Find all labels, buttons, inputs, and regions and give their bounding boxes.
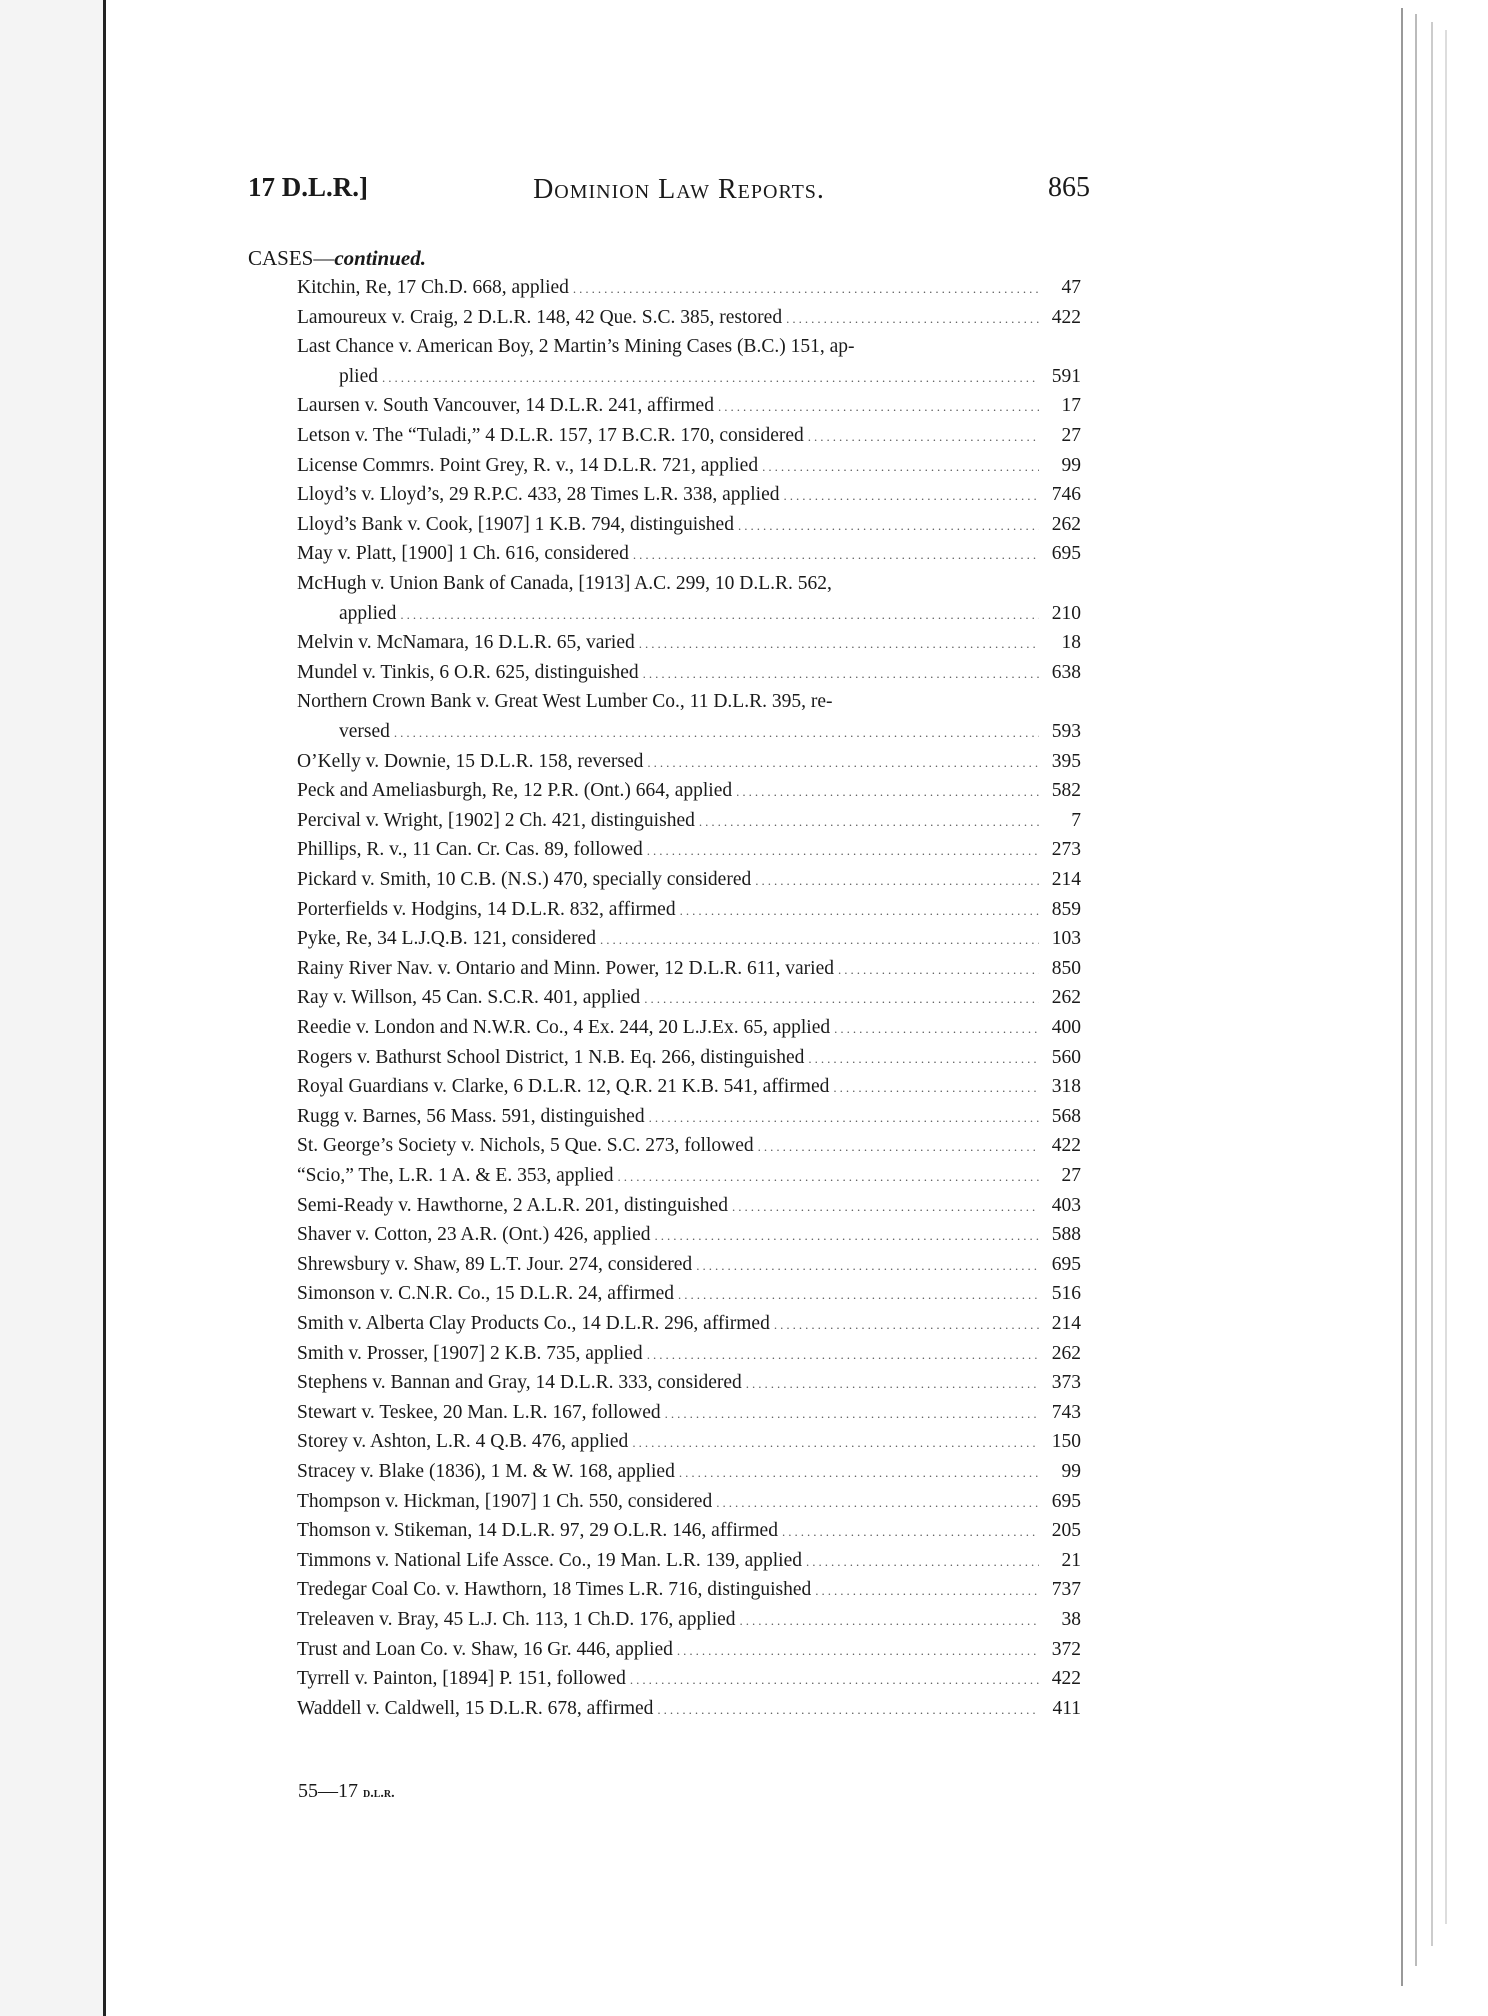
leader-dots — [699, 807, 1039, 837]
case-entry — [297, 1605, 1081, 1635]
leader-dots — [665, 1399, 1039, 1429]
case-page-number: 422 — [1051, 306, 1081, 328]
case-citation: Smith v. Alberta Clay Products Co., 14 D.L.R. 296, affirmed — [297, 1313, 770, 1334]
case-page-number: 38 — [1061, 1609, 1081, 1630]
case-page-number: 588 — [1051, 1224, 1081, 1246]
section-continued-label: continued. — [334, 246, 426, 270]
case-citation: License Commrs. Point Grey, R. v., 14 D.L.R. 721, applied — [297, 454, 759, 476]
case-line — [297, 303, 1081, 333]
case-citation: versed — [339, 720, 390, 742]
case-entry — [297, 1072, 1081, 1102]
case-line — [297, 451, 1081, 481]
case-citation: plied — [339, 365, 378, 387]
leader-dots — [677, 1636, 1039, 1666]
leader-dots — [655, 1221, 1040, 1251]
case-citation: Last Chance v. American Boy, 2 Martin’s Mining Cases (B.C.) 151, ap- — [297, 336, 855, 358]
case-citation: Rugg v. Barnes, 56 Mass. 591, distinguished — [297, 1105, 645, 1127]
publication-title: Dominion Law Reports. — [533, 174, 825, 205]
leader-dots — [639, 629, 1039, 659]
leader-dots — [808, 422, 1039, 452]
case-citation: Stracey v. Blake (1836), 1 M. & W. 168, applied — [297, 1461, 675, 1482]
case-entry — [297, 421, 1081, 451]
leader-dots — [755, 866, 1039, 896]
leader-dots — [732, 1192, 1039, 1222]
case-line — [297, 569, 1081, 599]
leader-dots — [758, 1132, 1039, 1162]
leader-dots — [833, 1073, 1039, 1103]
case-page-number: 262 — [1051, 1342, 1081, 1364]
leader-dots — [630, 1665, 1039, 1695]
leader-dots — [633, 540, 1039, 570]
leader-dots — [647, 836, 1039, 866]
leader-dots — [834, 1014, 1039, 1044]
case-line — [297, 510, 1081, 540]
case-citation: “Scio,” The, L.R. 1 A. & E. 353, applied — [297, 1165, 614, 1186]
case-line — [297, 1457, 1081, 1487]
case-citation: St. George’s Society v. Nichols, 5 Que. S.C. 273, followed — [297, 1135, 754, 1157]
section-heading — [248, 246, 426, 271]
case-citation: Peck and Ameliasburgh, Re, 12 P.R. (Ont.) 664, applied — [297, 780, 733, 802]
case-line — [297, 1161, 1081, 1191]
case-line — [297, 1605, 1081, 1635]
case-line — [297, 658, 1081, 688]
case-line — [297, 1072, 1081, 1102]
case-citation: Lamoureux v. Craig, 2 D.L.R. 148, 42 Que. S.C. 385, restored — [297, 306, 783, 328]
case-page-number: 99 — [1061, 1461, 1081, 1482]
case-page-number: 746 — [1051, 484, 1081, 506]
case-entry — [297, 924, 1081, 954]
case-continuation-line — [297, 717, 1081, 747]
case-line — [297, 1546, 1081, 1576]
case-line — [297, 776, 1081, 806]
case-entry — [297, 776, 1081, 806]
case-line — [297, 1191, 1081, 1221]
case-entry — [297, 658, 1081, 688]
case-entry — [297, 1102, 1081, 1132]
leader-dots — [718, 392, 1039, 422]
case-page-number: 695 — [1051, 1490, 1081, 1512]
case-entry — [297, 628, 1081, 658]
leader-dots — [696, 1251, 1039, 1281]
case-page-number: 205 — [1051, 1520, 1081, 1542]
case-page-number: 262 — [1051, 987, 1081, 1009]
leader-dots — [680, 896, 1039, 926]
case-page-number: 17 — [1061, 395, 1081, 417]
case-page-number: 373 — [1051, 1372, 1081, 1394]
case-citation: Simonson v. C.N.R. Co., 15 D.L.R. 24, affirmed — [297, 1283, 675, 1305]
leader-dots — [657, 1695, 1039, 1725]
leader-dots — [679, 1458, 1039, 1488]
case-entry — [297, 687, 1081, 746]
case-line — [297, 865, 1081, 895]
case-line — [297, 1339, 1081, 1369]
case-entry — [297, 1368, 1081, 1398]
case-line — [297, 1575, 1081, 1605]
signature-number: 55—17 — [298, 1780, 358, 1802]
case-entry — [297, 1309, 1081, 1339]
page-edge-line — [1431, 22, 1433, 1946]
leader-dots — [643, 659, 1039, 689]
page-number: 865 — [1048, 172, 1090, 203]
case-entry — [297, 1635, 1081, 1665]
case-citation: Reedie v. London and N.W.R. Co., 4 Ex. 244, 20 L.J.Ex. 65, applied — [297, 1017, 831, 1038]
leader-dots — [573, 274, 1039, 304]
case-entry — [297, 480, 1081, 510]
case-entry — [297, 835, 1081, 865]
case-citation: Shaver v. Cotton, 23 A.R. (Ont.) 426, applied — [297, 1224, 651, 1246]
leader-dots — [382, 363, 1039, 393]
volume-reference: 17 D.L.R.] — [248, 172, 368, 202]
case-line — [297, 954, 1081, 984]
leader-dots — [736, 777, 1039, 807]
case-line — [297, 747, 1081, 777]
case-page-number: 695 — [1051, 1253, 1081, 1275]
case-line — [297, 332, 1081, 362]
case-page-number: 27 — [1061, 425, 1081, 446]
case-continuation-line — [297, 599, 1081, 629]
case-citation: Timmons v. National Life Assce. Co., 19 Man. L.R. 139, applied — [297, 1549, 802, 1571]
case-line — [297, 1368, 1081, 1398]
case-citation: Rainy River Nav. v. Ontario and Minn. Power, 12 D.L.R. 611, varied — [297, 957, 835, 979]
case-entry — [297, 747, 1081, 777]
case-entry — [297, 1191, 1081, 1221]
case-line — [297, 628, 1081, 658]
case-continuation-line — [297, 362, 1081, 392]
case-citation: Waddell v. Caldwell, 15 D.L.R. 678, affirmed — [297, 1697, 654, 1719]
case-citation: Lloyd’s v. Lloyd’s, 29 R.P.C. 433, 28 Times L.R. 338, applied — [297, 484, 780, 506]
case-page-number: 400 — [1051, 1017, 1081, 1038]
leader-dots — [740, 1606, 1039, 1636]
case-entry — [297, 1427, 1081, 1457]
case-entry — [297, 1487, 1081, 1517]
case-citation: Tredegar Coal Co. v. Hawthorn, 18 Times L.R. 716, distinguished — [297, 1579, 812, 1601]
case-page-number: 262 — [1051, 513, 1081, 535]
case-citation: Trust and Loan Co. v. Shaw, 16 Gr. 446, applied — [297, 1638, 673, 1660]
leader-dots — [600, 925, 1039, 955]
leader-dots — [806, 1547, 1039, 1577]
case-page-number: 27 — [1061, 1165, 1081, 1186]
case-entry — [297, 1250, 1081, 1280]
leader-dots — [838, 955, 1039, 985]
case-line — [297, 273, 1081, 303]
case-page-number: 422 — [1051, 1135, 1081, 1157]
case-page-number: 318 — [1051, 1076, 1081, 1098]
case-page-number: 47 — [1061, 277, 1081, 298]
case-line — [297, 895, 1081, 925]
case-page-number: 422 — [1051, 1668, 1081, 1690]
case-line — [297, 1694, 1081, 1724]
case-citation: Mundel v. Tinkis, 6 O.R. 625, distinguished — [297, 661, 639, 683]
case-citation: Tyrrell v. Painton, [1894] P. 151, followed — [297, 1668, 626, 1690]
case-entry — [297, 1694, 1081, 1724]
facing-page-edge — [0, 0, 106, 2016]
leader-dots — [738, 511, 1039, 541]
case-citation: Smith v. Prosser, [1907] 2 K.B. 735, applied — [297, 1342, 643, 1364]
case-entry — [297, 983, 1081, 1013]
case-citation: Shrewsbury v. Shaw, 89 L.T. Jour. 274, considered — [297, 1253, 693, 1275]
case-page-number: 568 — [1051, 1105, 1081, 1127]
leader-dots — [678, 1280, 1039, 1310]
case-entry — [297, 1131, 1081, 1161]
case-citation: Thompson v. Hickman, [1907] 1 Ch. 550, considered — [297, 1490, 713, 1512]
case-citation: Kitchin, Re, 17 Ch.D. 668, applied — [297, 277, 569, 298]
case-entry — [297, 806, 1081, 836]
leader-dots — [808, 1044, 1039, 1074]
case-citation: Storey v. Ashton, L.R. 4 Q.B. 476, applied — [297, 1431, 629, 1453]
case-entry — [297, 510, 1081, 540]
case-page-number: 18 — [1061, 632, 1081, 654]
case-page-number: 516 — [1051, 1283, 1081, 1305]
case-line — [297, 1487, 1081, 1517]
case-page-number: 395 — [1051, 750, 1081, 772]
leader-dots — [782, 1517, 1039, 1547]
case-citation: McHugh v. Union Bank of Canada, [1913] A.C. 299, 10 D.L.R. 562, — [297, 573, 832, 594]
case-entry — [297, 1546, 1081, 1576]
case-entry — [297, 332, 1081, 391]
case-line — [297, 1309, 1081, 1339]
case-entry — [297, 1398, 1081, 1428]
case-line — [297, 687, 1081, 717]
case-line — [297, 1427, 1081, 1457]
case-page-number: 850 — [1051, 957, 1081, 979]
case-citation: Thomson v. Stikeman, 14 D.L.R. 97, 29 O.L.R. 146, affirmed — [297, 1520, 778, 1542]
leader-dots — [632, 1428, 1039, 1458]
leader-dots — [774, 1310, 1039, 1340]
case-line — [297, 1516, 1081, 1546]
case-line — [297, 1398, 1081, 1428]
running-head — [248, 168, 1090, 208]
case-page-number: 210 — [1051, 602, 1081, 624]
leader-dots — [815, 1576, 1039, 1606]
case-page-number: 737 — [1051, 1579, 1081, 1601]
page-edge-line — [1415, 14, 1417, 1966]
case-entry — [297, 954, 1081, 984]
case-citation: Rogers v. Bathurst School District, 1 N.B. Eq. 266, distinguished — [297, 1046, 805, 1068]
case-page-number: 403 — [1051, 1194, 1081, 1216]
case-citation: Treleaven v. Bray, 45 L.J. Ch. 113, 1 Ch.D. 176, applied — [297, 1609, 736, 1630]
case-citation: Pickard v. Smith, 10 C.B. (N.S.) 470, specially considered — [297, 869, 752, 890]
case-entry — [297, 895, 1081, 925]
leader-dots — [762, 452, 1039, 482]
case-page-number: 99 — [1061, 454, 1081, 476]
case-line — [297, 1664, 1081, 1694]
case-line — [297, 1013, 1081, 1043]
case-entry — [297, 865, 1081, 895]
case-entry — [297, 1516, 1081, 1546]
case-page-number: 214 — [1051, 1313, 1081, 1334]
leader-dots — [617, 1162, 1039, 1192]
case-citation: Pyke, Re, 34 L.J.Q.B. 121, considered — [297, 928, 596, 950]
leader-dots — [647, 748, 1039, 778]
case-entry — [297, 303, 1081, 333]
case-page-number: 150 — [1051, 1431, 1081, 1453]
case-page-number: 638 — [1051, 661, 1081, 683]
leader-dots — [786, 304, 1039, 334]
case-citation: Ray v. Willson, 45 Can. S.C.R. 401, applied — [297, 987, 641, 1009]
case-entry — [297, 1043, 1081, 1073]
case-page-number: 859 — [1051, 898, 1081, 920]
case-citation: Lloyd’s Bank v. Cook, [1907] 1 K.B. 794, distinguished — [297, 513, 734, 535]
case-citation: May v. Platt, [1900] 1 Ch. 616, considered — [297, 543, 629, 565]
case-line — [297, 1635, 1081, 1665]
leader-dots — [716, 1488, 1039, 1518]
case-entry — [297, 273, 1081, 303]
case-page-number: 273 — [1051, 839, 1081, 861]
case-entry — [297, 1161, 1081, 1191]
case-citation: Northern Crown Bank v. Great West Lumber Co., 11 D.L.R. 395, re- — [297, 691, 833, 713]
case-page-number: 593 — [1051, 720, 1081, 742]
case-line — [297, 924, 1081, 954]
case-line — [297, 1102, 1081, 1132]
case-line — [297, 1043, 1081, 1073]
case-line — [297, 1279, 1081, 1309]
case-entry — [297, 569, 1081, 628]
case-line — [297, 1250, 1081, 1280]
leader-dots — [649, 1103, 1039, 1133]
case-citation: Melvin v. McNamara, 16 D.L.R. 65, varied — [297, 632, 635, 654]
leader-dots — [784, 481, 1040, 511]
leader-dots — [400, 600, 1039, 630]
case-page-number: 695 — [1051, 543, 1081, 565]
case-citation: Percival v. Wright, [1902] 2 Ch. 421, distinguished — [297, 809, 695, 831]
case-entry — [297, 1575, 1081, 1605]
leader-dots — [394, 718, 1039, 748]
case-citation: Semi-Ready v. Hawthorne, 2 A.L.R. 201, distinguished — [297, 1194, 728, 1216]
case-page-number: 103 — [1051, 928, 1081, 950]
case-entry — [297, 1220, 1081, 1250]
case-line — [297, 421, 1081, 451]
case-line — [297, 835, 1081, 865]
case-entry — [297, 1279, 1081, 1309]
signature-mark — [298, 1780, 395, 1803]
page-edge-line — [1401, 8, 1403, 1986]
case-page-number: 21 — [1061, 1549, 1081, 1571]
case-line — [297, 539, 1081, 569]
case-citation: Letson v. The “Tuladi,” 4 D.L.R. 157, 17 B.C.R. 170, considered — [297, 425, 804, 446]
leader-dots — [644, 984, 1039, 1014]
leader-dots — [647, 1340, 1039, 1370]
book-page-edges — [1393, 0, 1488, 2016]
case-page-number: 411 — [1052, 1697, 1081, 1719]
case-page-number: 582 — [1051, 780, 1081, 802]
case-line — [297, 983, 1081, 1013]
case-page-number: 372 — [1051, 1638, 1081, 1660]
case-entry — [297, 1664, 1081, 1694]
case-page-number: 214 — [1051, 869, 1081, 890]
page-edge-line — [1445, 30, 1447, 1924]
case-citation: Stephens v. Bannan and Gray, 14 D.L.R. 333, considered — [297, 1372, 742, 1394]
case-line — [297, 1220, 1081, 1250]
case-line — [297, 480, 1081, 510]
case-citation: Stewart v. Teskee, 20 Man. L.R. 167, followed — [297, 1401, 661, 1423]
case-page-number: 591 — [1051, 365, 1081, 387]
case-citation: Phillips, R. v., 11 Can. Cr. Cas. 89, followed — [297, 839, 643, 861]
case-page-number: 7 — [1071, 809, 1081, 831]
case-citation: Porterfields v. Hodgins, 14 D.L.R. 832, affirmed — [297, 898, 676, 920]
case-entry — [297, 1339, 1081, 1369]
case-line — [297, 391, 1081, 421]
case-entry — [297, 451, 1081, 481]
case-citation: O’Kelly v. Downie, 15 D.L.R. 158, reversed — [297, 750, 644, 772]
case-entry — [297, 1457, 1081, 1487]
case-line — [297, 806, 1081, 836]
case-entry — [297, 391, 1081, 421]
case-page-number: 743 — [1051, 1401, 1081, 1423]
case-citation: Laursen v. South Vancouver, 14 D.L.R. 241, affirmed — [297, 395, 714, 417]
case-citation: applied — [339, 602, 397, 624]
signature-abbrev: d.l.r. — [363, 1786, 395, 1801]
case-page-number: 560 — [1051, 1046, 1081, 1068]
leader-dots — [746, 1369, 1039, 1399]
case-citation: Royal Guardians v. Clarke, 6 D.L.R. 12, Q.R. 21 K.B. 541, affirmed — [297, 1076, 830, 1098]
case-entry — [297, 539, 1081, 569]
section-title: CASES— — [248, 246, 335, 270]
case-line — [297, 1131, 1081, 1161]
case-entry — [297, 1013, 1081, 1043]
